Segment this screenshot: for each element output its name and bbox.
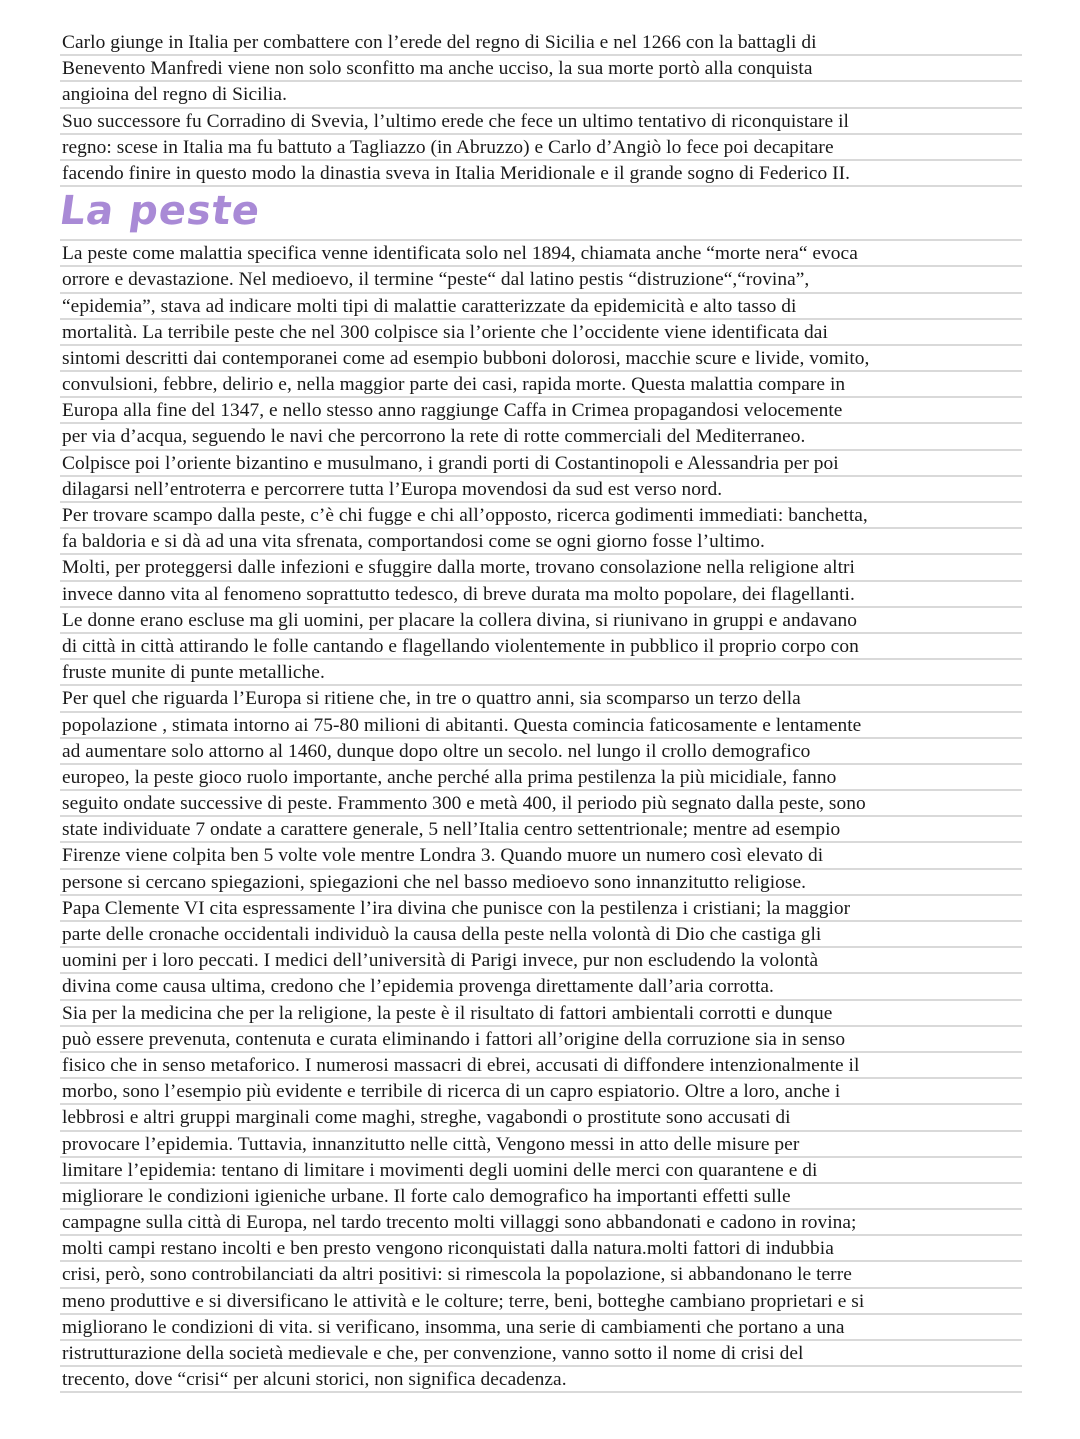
text-line: La peste come malattia specifica venne identificata solo nel 1894, chiamata anche “morte nera“ evoca [60,241,1022,267]
text-line: Per trovare scampo dalla peste, c’è chi fugge e chi all’opposto, ricerca godimenti immediati: banchetta, [60,503,1022,529]
text-line: popolazione , stimata intorno ai 75-80 milioni di abitanti. Questa comincia faticosamente e lentamente [60,713,1022,739]
text-line: di città in città attirando le folle cantando e flagellando violentemente in pubblico il proprio corpo con [60,634,1022,660]
text-line: ristrutturazione della società medievale e che, per convenzione, vanno sotto il nome di crisi del [60,1341,1022,1367]
text-line: per via d’acqua, seguendo le navi che percorrono la rete di rotte commerciali del Mediterraneo. [60,424,1022,450]
text-line: Benevento Manfredi viene non solo sconfitto ma anche ucciso, la sua morte portò alla conquista [60,56,1022,82]
text-line: facendo finire in questo modo la dinastia sveva in Italia Meridionale e il grande sogno di Federico II. [60,161,1022,187]
text-line: lebbrosi e altri gruppi marginali come maghi, streghe, vagabondi o prostitute sono accusati di [60,1105,1022,1131]
text-line: orrore e devastazione. Nel medioevo, il termine “peste“ dal latino pestis “distruzione“,“rovina”, [60,267,1022,293]
text-line: Le donne erano escluse ma gli uomini, per placare la collera divina, si riunivano in gruppi e andavano [60,608,1022,634]
text-line: Carlo giunge in Italia per combattere con l’erede del regno di Sicilia e nel 1266 con la battagli di [60,30,1022,56]
text-line: sintomi descritti dai contemporanei come ad esempio bubboni dolorosi, macchie scure e livide, vomito, [60,346,1022,372]
body-paragraphs [60,241,1022,1393]
text-line: angioina del regno di Sicilia. [60,82,1022,108]
section-title: La peste [56,188,264,235]
text-line: “epidemia”, stava ad indicare molti tipi di malattie caratterizzate da epidemicità e alto tasso di [60,294,1022,320]
text-line: mortalità. La terribile peste che nel 300 colpisce sia l’oriente che l’occidente viene identificata dai [60,320,1022,346]
intro-paragraphs [60,30,1022,187]
text-line: limitare l’epidemia: tentano di limitare i movimenti degli uomini delle merci con quarantene e di [60,1158,1022,1184]
text-line: invece danno vita al fenomeno soprattutto tedesco, di breve durata ma molto popolare, dei flagellanti. [60,582,1022,608]
text-line: migliorano le condizioni di vita. si verificano, insomma, una serie di cambiamenti che portano a una [60,1315,1022,1341]
text-line: Colpisce poi l’oriente bizantino e musulmano, i grandi porti di Costantinopoli e Alessandria per poi [60,451,1022,477]
text-line: Papa Clemente VI cita espressamente l’ira divina che punisce con la pestilenza i cristiani; la maggior [60,896,1022,922]
text-line: parte delle cronache occidentali individuò la causa della peste nella volontà di Dio che castiga gli [60,922,1022,948]
text-line: fisico che in senso metaforico. I numerosi massacri di ebrei, accusati di diffondere intenzionalmente il [60,1053,1022,1079]
text-line: Suo successore fu Corradino di Svevia, l’ultimo erede che fece un ultimo tentativo di riconquistare il [60,109,1022,135]
text-line: Sia per la medicina che per la religione, la peste è il risultato di fattori ambientali corrotti e dunque [60,1001,1022,1027]
text-line: migliorare le condizioni igieniche urbane. Il forte calo demografico ha importanti effetti sulle [60,1184,1022,1210]
text-line: Firenze viene colpita ben 5 volte vole mentre Londra 3. Quando muore un numero così elevato di [60,843,1022,869]
text-line: convulsioni, febbre, delirio e, nella maggior parte dei casi, rapida morte. Questa malattia compare in [60,372,1022,398]
text-line: dilagarsi nell’entroterra e percorrere tutta l’Europa movendosi da sud est verso nord. [60,477,1022,503]
text-line: seguito ondate successive di peste. Frammento 300 e metà 400, il periodo più segnato dalla peste, sono [60,791,1022,817]
section-heading-row [56,187,1022,241]
text-line: trecento, dove “crisi“ per alcuni storici, non significa decadenza. [60,1367,1022,1393]
text-line: state individuate 7 ondate a carattere generale, 5 nell’Italia centro settentrionale; mentre ad esempio [60,817,1022,843]
text-line: morbo, sono l’esempio più evidente e terribile di ricerca di un capro espiatorio. Oltre a loro, anche i [60,1079,1022,1105]
text-line: fa baldoria e si dà ad una vita sfrenata, comportandosi come se ogni giorno fosse l’ultimo. [60,529,1022,555]
text-line: persone si cercano spiegazioni, spiegazioni che nel basso medioevo sono innanzitutto religiose. [60,870,1022,896]
notes-page [56,30,1022,1393]
text-line: ad aumentare solo attorno al 1460, dunque dopo oltre un secolo. nel lungo il crollo demografico [60,739,1022,765]
text-line: può essere prevenuta, contenuta e curata eliminando i fattori all’origine della corruzione sia in senso [60,1027,1022,1053]
text-line: Per quel che riguarda l’Europa si ritiene che, in tre o quattro anni, sia scomparso un terzo della [60,686,1022,712]
text-line: regno: scese in Italia ma fu battuto a Tagliazzo (in Abruzzo) e Carlo d’Angiò lo fece poi decapitare [60,135,1022,161]
text-line: crisi, però, sono controbilanciati da altri positivi: si rimescola la popolazione, si abbandonano le terre [60,1262,1022,1288]
text-line: uomini per i loro peccati. I medici dell’università di Parigi invece, pur non escludendo la volontà [60,948,1022,974]
text-line: europeo, la peste gioco ruolo importante, anche perché alla prima pestilenza la più micidiale, fanno [60,765,1022,791]
text-line: campagne sulla città di Europa, nel tardo trecento molti villaggi sono abbandonati e cadono in rovina; [60,1210,1022,1236]
text-line: fruste munite di punte metalliche. [60,660,1022,686]
text-line: divina come causa ultima, credono che l’epidemia provenga direttamente dall’aria corrotta. [60,974,1022,1000]
text-line: provocare l’epidemia. Tuttavia, innanzitutto nelle città, Vengono messi in atto delle misure per [60,1132,1022,1158]
text-line: molti campi restano incolti e ben presto vengono riconquistati dalla natura.molti fattori di indubbia [60,1236,1022,1262]
text-line: Molti, per proteggersi dalle infezioni e sfuggire dalla morte, trovano consolazione nella religione altri [60,555,1022,581]
text-line: Europa alla fine del 1347, e nello stesso anno raggiunge Caffa in Crimea propagandosi velocemente [60,398,1022,424]
text-line: meno produttive e si diversificano le attività e le colture; terre, beni, botteghe cambiano proprietari e si [60,1289,1022,1315]
